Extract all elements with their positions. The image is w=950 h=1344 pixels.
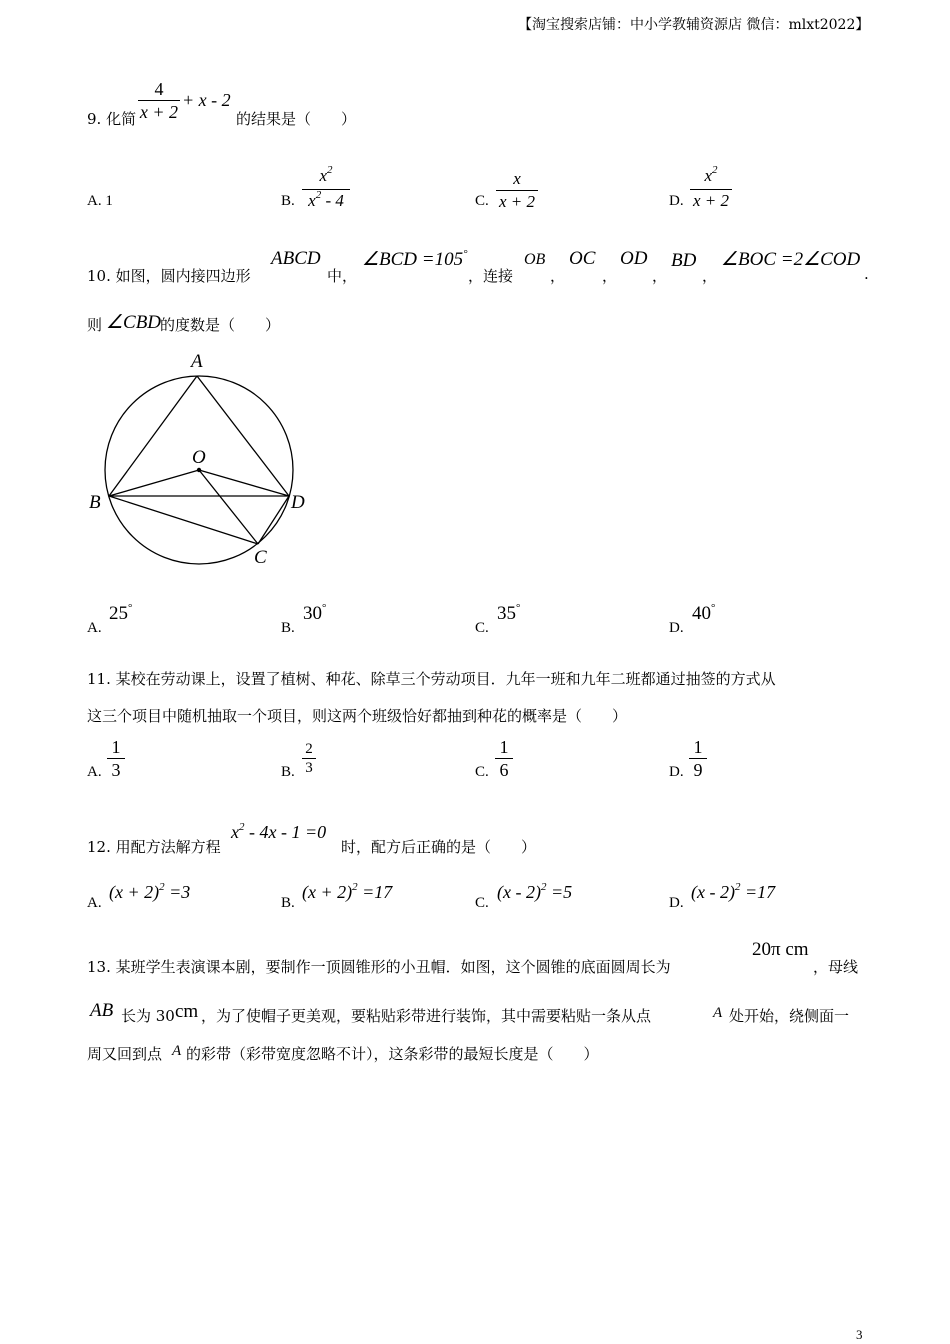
q9-option-a-text: 1 <box>105 193 113 209</box>
q10-od: OD <box>620 248 648 269</box>
q9-option-c-label: C. <box>475 193 489 209</box>
q13-line2-b: ，为了使帽子更美观，要粘贴彩带进行装饰，其中需要粘贴一条从点 <box>201 1007 652 1025</box>
q13-point-a: A <box>713 1005 723 1021</box>
q10-sep-4: ， <box>702 267 718 285</box>
q9-b-num: x <box>319 166 328 185</box>
q10-oc: OC <box>569 248 596 269</box>
q9-number: 9. 化简 <box>87 110 137 128</box>
q12-option-a-label: A. <box>87 895 102 911</box>
q10-option-a-label: A. <box>87 620 102 636</box>
q11-line2: 这三个项目中随机抽取一个项目，则这两个班级恰好都抽到种花的概率是（ ） <box>87 707 628 725</box>
q13-line2-a: 长为 30 <box>121 1007 175 1025</box>
q10-lianjie: ，连接 <box>468 267 514 285</box>
q10-option-a-value: 25° <box>109 602 133 624</box>
q10-line2-suffix: 的度数是（ ） <box>160 316 281 334</box>
q12-equation: $x^2 - 4x - 1 =0$ <box>231 821 327 842</box>
q12-option-a-expr: $(x + 2)^2 =3$ <box>109 881 191 902</box>
q10-angle-rel: ∠BOC =2∠COD <box>721 249 861 270</box>
q10-bd: BD <box>671 250 697 271</box>
segment-ob <box>109 470 199 496</box>
header-watermark: 【淘宝搜索店铺：中小学教辅资源店 微信：mlxt2022】 <box>518 17 870 33</box>
q10-prefix: 10. 如图，圆内接四边形 <box>87 267 251 285</box>
q11-option-c-fraction: 1 6 <box>495 736 513 781</box>
q9-c-num: x <box>513 169 521 188</box>
q9-option-d-fraction <box>690 165 732 212</box>
q10-option-c-value: 35° <box>497 602 521 624</box>
q12-option-b-expr: $(x + 2)^2 =17$ <box>302 881 393 902</box>
q10-option-b-value: 30° <box>303 602 327 624</box>
q10-option-c-label: C. <box>475 620 489 636</box>
label-a: A <box>191 351 203 372</box>
q10-figure <box>84 345 324 575</box>
q10-option-b-label: B. <box>281 620 295 636</box>
q11-option-d-label: D. <box>669 764 684 780</box>
q10-sep-2: ， <box>602 267 618 285</box>
label-c: C <box>254 547 267 568</box>
q9-option-b-label: B. <box>281 193 295 209</box>
segment-od <box>199 470 289 496</box>
q10-period: . <box>864 265 869 283</box>
q11-option-b-fraction: 2 3 <box>302 740 316 777</box>
q13-line3-a: 周又回到点 <box>87 1045 163 1063</box>
segment-ad <box>197 376 289 496</box>
q9-option-a <box>87 193 113 210</box>
segment-ab <box>109 376 197 496</box>
q10-angle-bcd: ∠BCD =105° <box>362 248 468 270</box>
segment-cd <box>258 496 289 544</box>
q12-option-d-expr: (x - 2)$^2$ =17 <box>691 881 776 902</box>
q9-frac-num: 4 <box>154 79 164 99</box>
q9-d-num: x <box>704 166 713 185</box>
q9-b-num-exp: 2 <box>327 164 333 176</box>
q9-suffix: 的结果是（ ） <box>236 110 357 128</box>
q10-line2-prefix: 则 <box>87 316 103 334</box>
q10-sep-1: ， <box>550 267 566 285</box>
q12-option-d-label: D. <box>669 895 684 911</box>
q9-fraction <box>138 78 180 123</box>
q9-d-den: x + 2 <box>692 191 730 210</box>
q13-cm: cm <box>175 1001 199 1022</box>
q13-line1-suffix: ，母线 <box>813 958 859 976</box>
center-point <box>197 468 201 472</box>
q10-abcd: ABCD <box>271 248 321 269</box>
q9-b-den: x <box>308 191 316 210</box>
q13-point-a2: A <box>172 1043 182 1059</box>
segment-bc <box>109 496 258 544</box>
q9-d-num-exp: 2 <box>712 164 718 176</box>
q11-option-c-label: C. <box>475 764 489 780</box>
q11-option-d-fraction: 1 9 <box>689 736 707 781</box>
q12-prefix: 12. 用配方法解方程 <box>87 838 221 856</box>
q9-b-den-tail: - 4 <box>321 191 344 210</box>
q9-option-c-fraction <box>496 168 538 213</box>
q13-circumference: 20π cm <box>752 939 809 960</box>
q13-line3-b: 的彩带（彩带宽度忽略不计），这条彩带的最短长度是（ ） <box>186 1045 599 1063</box>
q13-line1-prefix: 13. 某班学生表演课本剧，要制作一顶圆锥形的小丑帽．如图，这个圆锥的底面圆周长为 <box>87 958 671 976</box>
q11-option-a-label: A. <box>87 764 102 780</box>
q11-line1: 11. 某校在劳动课上，设置了植树、种花、除草三个劳动项目．九年一班和九年二班都通过抽签的方式从 <box>87 670 776 688</box>
q9-tail: + x - 2 <box>182 90 231 110</box>
segment-oc <box>199 470 258 544</box>
q11-option-a-fraction: 1 3 <box>107 736 125 781</box>
q10-zhong: 中， <box>327 267 358 285</box>
q9-c-den: x + 2 <box>498 192 536 211</box>
q12-option-c-expr: (x - 2)$^2$ =5 <box>497 881 573 902</box>
q13-ab: AB <box>90 1000 114 1021</box>
label-b: B <box>89 492 101 513</box>
page-number: 3 <box>856 1327 863 1342</box>
q12-suffix: 时，配方后正确的是（ ） <box>341 838 537 856</box>
q13-line2-c: 处开始，绕侧面一 <box>729 1007 850 1025</box>
q10-option-d-value: 40° <box>692 602 716 624</box>
q11-option-b-label: B. <box>281 764 295 780</box>
q12-option-b-label: B. <box>281 895 295 911</box>
q9-option-b-fraction <box>302 165 350 214</box>
q9-frac-den: x + 2 <box>139 102 179 122</box>
q10-sep-3: ， <box>652 267 668 285</box>
q9-option-d-label: D. <box>669 193 684 209</box>
q9-b-den-exp: 2 <box>315 189 322 201</box>
q10-angle-cbd: ∠CBD <box>106 312 162 333</box>
q9-option-a-label: A. <box>87 193 102 209</box>
label-d: D <box>291 492 305 513</box>
q10-ob: OB <box>524 251 546 268</box>
label-o: O <box>192 447 206 468</box>
q12-option-c-label: C. <box>475 895 489 911</box>
q10-option-d-label: D. <box>669 620 684 636</box>
